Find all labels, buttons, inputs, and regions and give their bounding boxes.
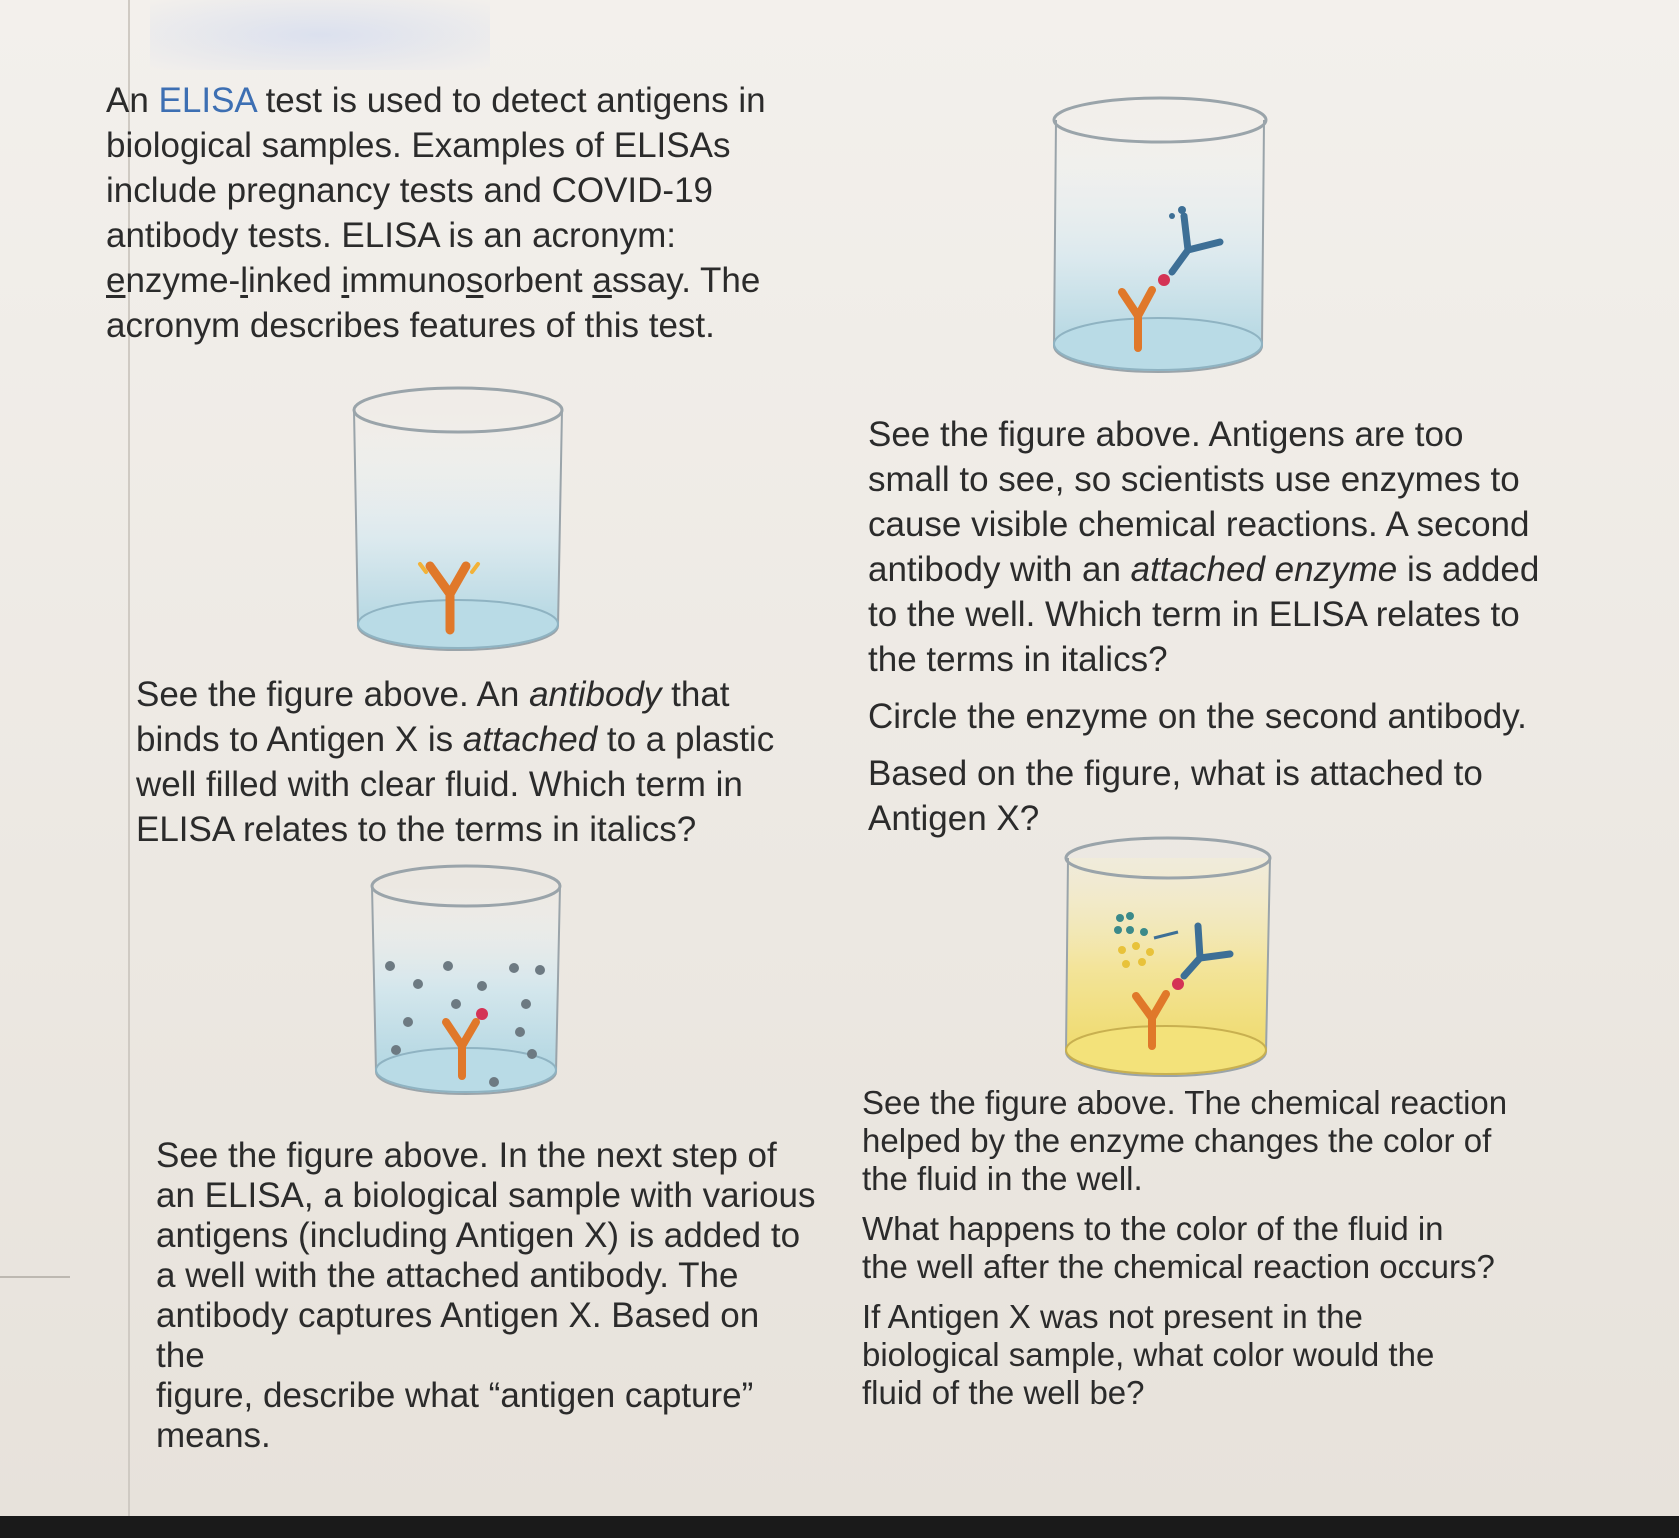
- elisa-word: ELISA: [158, 81, 256, 120]
- question-second-antibody: See the figure above. Antigens are too small to see, so scientists use enzymes to cause visible chemical reactions. A second antibody with an attached enzyme is added to the well. Which term in ELISA relates to the terms in italics? Circle the enzyme on the second antibody. Based on the figure, what is attached to Antigen X?: [868, 415, 1540, 838]
- intro-paragraph: An ELISA test is used to detect antigens in biological samples. Examples of ELISAs include pregnancy tests and COVID-19 antibody tests. ELISA is an acronym: enzyme-linked immunosorbent assay. The acronym describes features of this test.: [106, 78, 806, 348]
- figure-well-second-antibody: [1048, 92, 1272, 378]
- figure-well-antibody: [348, 384, 568, 656]
- antigen-x-icon: [476, 1008, 488, 1020]
- question-antigen-capture: See the figure above. In the next step of an ELISA, a biological sample with various antigens (including Antigen X) is added to a well with the attached antibody. The antibody captures Antigen X. Based on the figure, describe what “antigen capture” means.: [156, 1136, 816, 1455]
- figure-well-color-change: [1060, 834, 1276, 1084]
- question-color-change: See the figure above. The chemical reaction helped by the enzyme changes the color of the fluid in the well. What happens to the color of the fluid in the well after the chemical reaction occurs? If Antigen X was not present in the biological sample, what color would the fluid of the well be?: [862, 1084, 1508, 1411]
- figure-well-antigens: [366, 862, 566, 1102]
- monitor-bezel: [0, 1516, 1679, 1538]
- question-antibody-attached: See the figure above. An antibody that binds to Antigen X is attached to a plastic well filled with clear fluid. Which term in ELISA relates to the terms in italics?: [136, 675, 775, 849]
- antigen-x-icon: [1172, 978, 1184, 990]
- antigen-x-icon: [1158, 274, 1170, 286]
- screen-glare: [150, 0, 490, 70]
- acronym-expansion: enzyme-linked immunosorbent assay. The: [106, 261, 761, 300]
- side-rule: [0, 1276, 70, 1278]
